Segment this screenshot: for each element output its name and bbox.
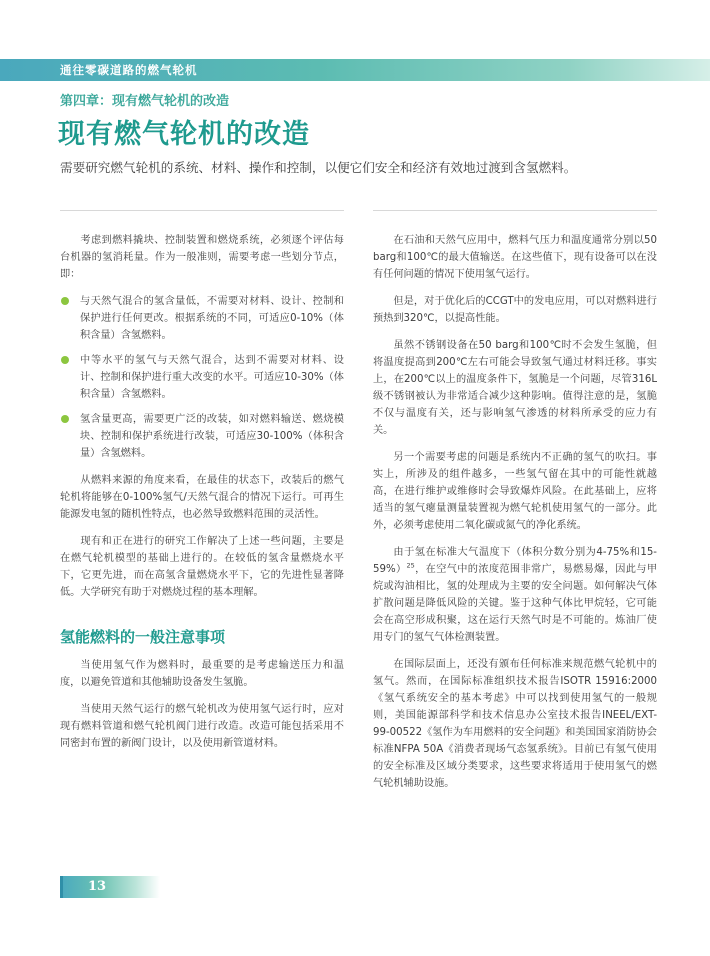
fuel-source-paragraph: 从燃料来源的角度来看，在最佳的状态下，改装后的燃气轮机将能够在0-100%氢气/天然气混合的情况下运行。可再生能源发电氢的随机性特点，也必然导致燃料范围的灵活性。 bbox=[60, 475, 344, 520]
running-header-band bbox=[0, 59, 710, 81]
intro-paragraph: 考虑到燃料撬块、控制装置和燃烧系统，必须逐个评估每台机器的氢消耗量。作为一般准则，需要考虑一些划分节点，即： bbox=[60, 235, 344, 280]
ccgt-paragraph: 但是，对于优化后的CCGT中的发电应用，可以对燃料进行预热到320℃，以提高性能。 bbox=[373, 296, 657, 324]
research-paragraph: 现有和正在进行的研究工作解决了上述一些问题，主要是在燃气轮机模型的基础上进行的。在较低的氢含量燃烧水平下，它更先进，而在高氢含量燃烧水平下，它的先进性显著降低。大学研究有助于对燃烧过程的基本理解。 bbox=[60, 536, 344, 598]
section-heading: 氢能燃料的一般注意事项 bbox=[60, 628, 226, 646]
left-column bbox=[60, 232, 344, 762]
list-item bbox=[60, 293, 344, 344]
standards-paragraph: 在国际层面上，还没有颁布任何标准来规范燃气轮机中的氢气。然而，在国际标准组织技术报告ISOTR 15916:2000《氢气系统安全的基本考虑》中可以找到使用氢气的一般规则，美国能源部科学和技术信息办公室技术报告INEEL/EXT-99-00522《氢作为车用燃料的安全问题》和美国国家消防协会标准NFPA 50A《消费者现场气态氢系统》。目前已有氢气使用的安全标准及区域分类要求，这些要求将适用于使用氢气的燃气轮机辅助设施。 bbox=[373, 659, 657, 789]
bullet-dot-icon bbox=[61, 415, 69, 423]
hydrogen-level-list bbox=[60, 293, 344, 462]
list-item bbox=[60, 411, 344, 462]
flammability-text-end: ，在空气中的浓度范围非常广，易燃易爆，因此与甲烷或沟油相比，氢的处理成为主要的安全问题。如何解决气体扩散问题是降低风险的关键。鉴于这种气体比甲烷轻，它可能会在高空形成积聚，这在运行天然气时是不可能的。炼油厂使用专门的氢气气体检测装置。 bbox=[373, 564, 658, 643]
reference-marker: 25 bbox=[406, 561, 415, 570]
purging-paragraph: 另一个需要考虑的问题是系统内不正确的氢气的吹扫。事实上，所涉及的组件越多，一些氢气留在其中的可能性就越高，在进行维护或维修时会导致爆炸风险。在此基础上，应将适当的氢气瘪量测量装置视为燃气轮机使用氢气的一部分。此外，必须考虑使用二氧化碳或氮气的净化系统。 bbox=[373, 452, 657, 531]
chapter-label: 第四章：现有燃气轮机的改造 bbox=[60, 94, 230, 109]
flammability-paragraph bbox=[373, 544, 657, 646]
list-item bbox=[60, 352, 344, 403]
page-number-accent-bar bbox=[60, 876, 63, 898]
bullet-dot-icon bbox=[61, 297, 69, 305]
right-column bbox=[373, 232, 657, 802]
embrittlement-paragraph: 虽然不锈钢设备在50 barg和100℃时不会发生氢脆，但将温度提高到200℃左右可能会导致氢气通过材料迁移。事实上，在200℃以上的温度条件下，氢脆是一个问题，尽管316L级不锈钢被认为非常适合减少这种影响。值得注意的是，氢脆不仅与温度有关，还与影响氢气渗透的材料所承受的应力有关。 bbox=[373, 340, 657, 436]
pressure-paragraph: 当使用氢气作为燃料时，最重要的是考虑输送压力和温度，以避免管道和其他辅助设备发生氢脆。 bbox=[60, 660, 344, 688]
left-column-divider bbox=[60, 210, 344, 211]
lead-paragraph: 需要研究燃气轮机的系统、材料、操作和控制，以便它们安全和经济有效地过渡到含氢燃料。 bbox=[60, 160, 577, 175]
list-item-text: 与天然气混合的氢含量低，不需要对材料、设计、控制和保护进行任何更改。根据系统的不同，可适应0-10%（体积含量）含氢燃料。 bbox=[80, 296, 344, 341]
conversion-paragraph: 当使用天然气运行的燃气轮机改为使用氢气运行时，应对现有燃料管道和燃气轮机阀门进行改造。改造可能包括采用不同密封布置的新阀门设计，以及使用新管道材料。 bbox=[60, 704, 344, 749]
list-item-text: 中等水平的氢气与天然气混合，达到不需要对材料、设计、控制和保护进行重大改变的水平。可适应10-30%（体积含量）含氢燃料。 bbox=[80, 355, 344, 400]
right-column-divider bbox=[373, 210, 657, 211]
list-item-text: 氢含量更高，需要更广泛的改装，如对燃料输送、燃烧模块、控制和保护系统进行改装，可适应30-100%（体积含量）含氢燃料。 bbox=[80, 414, 344, 459]
page-title: 现有燃气轮机的改造 bbox=[58, 119, 310, 150]
page-number-band bbox=[60, 876, 160, 898]
bullet-dot-icon bbox=[61, 356, 69, 364]
page-number: 13 bbox=[88, 879, 107, 894]
running-header-title: 通往零碳道路的燃气轮机 bbox=[60, 63, 198, 77]
flammability-text-start: 由于氢在标准大气温度下（体积分数分别为4-75%和15-59%） bbox=[373, 547, 657, 575]
pressure-limits-paragraph: 在石油和天然气应用中，燃料气压力和温度通常分别以50 barg和100℃的最大值输送。在这些值下，现有设备可以在没有任何问题的情况下使用氢气运行。 bbox=[373, 235, 657, 280]
